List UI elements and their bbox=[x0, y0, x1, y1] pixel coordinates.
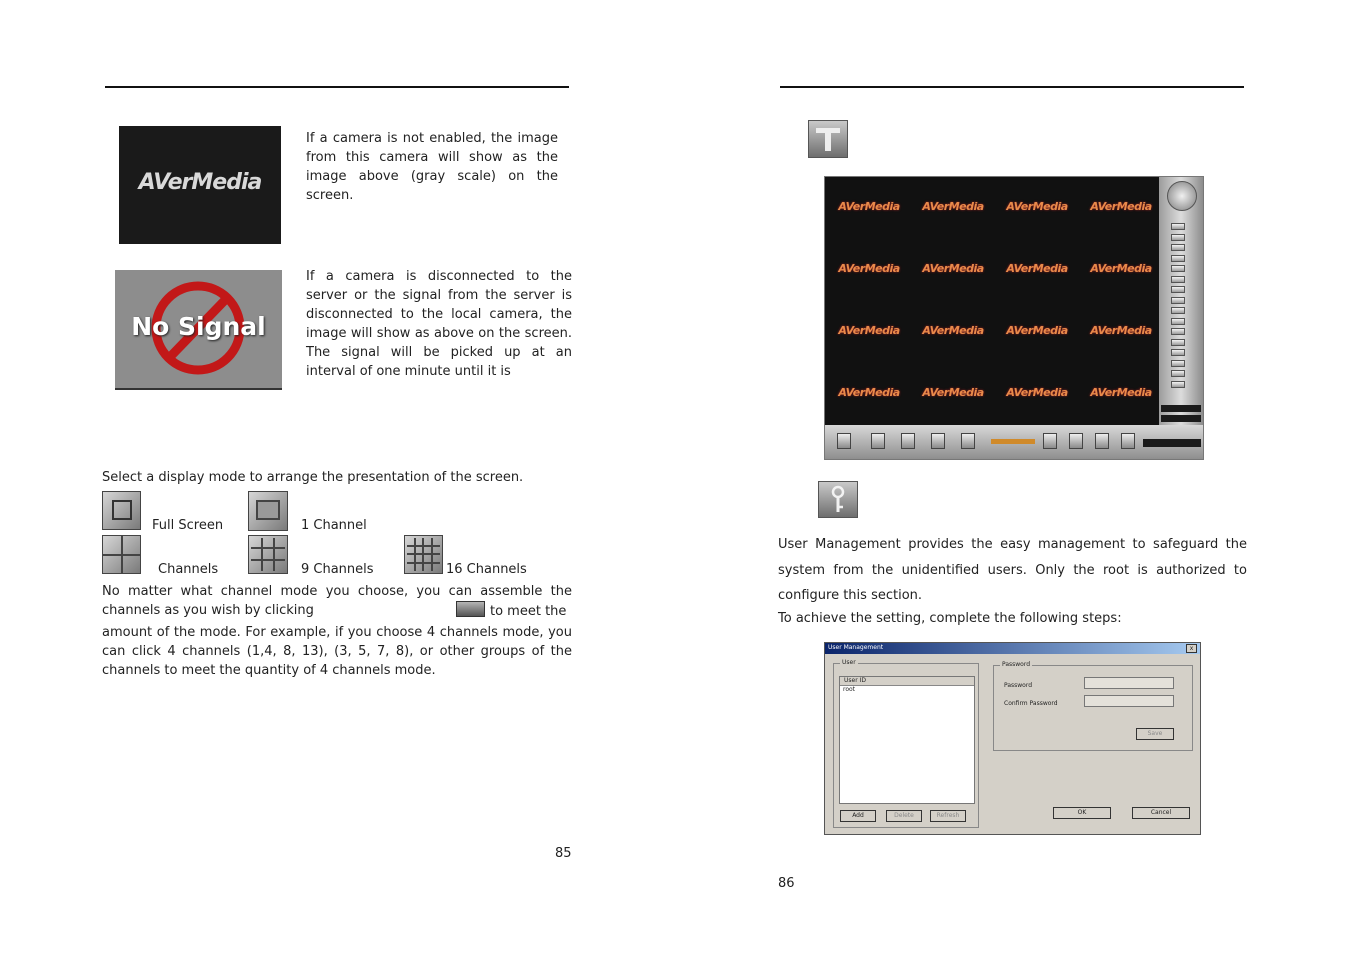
assemble-text-1: No matter what channel mode you choose, you can assemble the channels as you wish by clicking bbox=[102, 584, 572, 618]
password-group-label: Password bbox=[1002, 661, 1031, 668]
one-channel-label: 1 Channel bbox=[301, 518, 367, 533]
assemble-text-3: amount of the mode. For example, if you choose 4 channels mode, you can click 4 channels (1,4, 8, 13), (3, 5, 7, 8), or other groups of the channels to meet the quantity of 4 channels mode. bbox=[102, 625, 572, 678]
dialog-title: User Management bbox=[828, 644, 884, 651]
full-screen-label: Full Screen bbox=[152, 518, 224, 533]
channel-logo: AVerMedia bbox=[922, 386, 984, 399]
channel-cell[interactable] bbox=[911, 179, 995, 241]
orange-indicator bbox=[991, 439, 1035, 444]
channel-select-button[interactable] bbox=[1171, 276, 1185, 283]
no-signal-label: No Signal bbox=[131, 312, 266, 341]
four-channels-icon[interactable] bbox=[102, 535, 141, 574]
user-group bbox=[833, 659, 979, 828]
toolbar-btn-3[interactable] bbox=[901, 433, 915, 449]
avermedia-logo: AVerMedia bbox=[138, 170, 262, 195]
refresh-button[interactable]: Refresh bbox=[930, 810, 966, 822]
ok-button[interactable]: OK bbox=[1053, 807, 1111, 819]
nine-channels-icon[interactable] bbox=[248, 535, 288, 574]
channel-cell[interactable] bbox=[995, 303, 1079, 365]
channel-logo: AVerMedia bbox=[1090, 262, 1152, 275]
page-number-right: 86 bbox=[778, 876, 795, 891]
user-management-text: User Management provides the easy management to safeguard the system from the unidentified users. Only the root is authorized to configure this section. bbox=[778, 537, 1247, 603]
channel-cell[interactable] bbox=[995, 179, 1079, 241]
channel-select-button[interactable] bbox=[1171, 244, 1185, 251]
channel-cell[interactable] bbox=[995, 241, 1079, 303]
bottom-toolbar bbox=[825, 425, 1203, 459]
channel-cell[interactable] bbox=[1079, 303, 1163, 365]
sixteen-channels-label: 16 Channels bbox=[446, 562, 527, 577]
channel-logo: AVerMedia bbox=[838, 386, 900, 399]
user-list-item[interactable]: root bbox=[843, 686, 856, 693]
channel-cell[interactable] bbox=[827, 241, 911, 303]
save-button[interactable]: Save bbox=[1136, 728, 1174, 740]
channel-cell[interactable] bbox=[911, 303, 995, 365]
channel-cell[interactable] bbox=[1079, 241, 1163, 303]
toolbar-btn-1[interactable] bbox=[837, 433, 851, 449]
sixteen-channels-icon[interactable] bbox=[404, 535, 443, 574]
channel-cell[interactable] bbox=[827, 303, 911, 365]
channel-select-button[interactable] bbox=[1171, 255, 1185, 262]
password-group bbox=[993, 661, 1193, 751]
user-management-dialog bbox=[824, 642, 1201, 835]
channel-select-button[interactable] bbox=[1171, 381, 1185, 388]
channel-select-button[interactable] bbox=[1171, 223, 1185, 230]
channel-select-button[interactable] bbox=[1171, 328, 1185, 335]
toolbar-btn-4[interactable] bbox=[931, 433, 945, 449]
channel-logo: AVerMedia bbox=[1006, 386, 1068, 399]
channel-cell[interactable] bbox=[911, 365, 995, 427]
dialog-title-bar bbox=[825, 643, 1200, 654]
disabled-description: If a camera is not enabled, the image from this camera will show as the image above (gray scale) on the screen. bbox=[306, 131, 558, 203]
channel-select-button[interactable] bbox=[1171, 286, 1185, 293]
toolbar-btn-2[interactable] bbox=[871, 433, 885, 449]
channel-logo: AVerMedia bbox=[838, 200, 900, 213]
channel-select-button[interactable] bbox=[1171, 297, 1185, 304]
channel-cell[interactable] bbox=[1079, 365, 1163, 427]
channel-select-button[interactable] bbox=[1171, 349, 1185, 356]
channel-select-button[interactable] bbox=[1171, 318, 1185, 325]
password-input[interactable] bbox=[1084, 677, 1174, 689]
delete-button[interactable]: Delete bbox=[886, 810, 922, 822]
channel-select-button[interactable] bbox=[1171, 234, 1185, 241]
channel-select-button[interactable] bbox=[1171, 265, 1185, 272]
toolbar-btn-7[interactable] bbox=[1069, 433, 1083, 449]
channel-logo: AVerMedia bbox=[1006, 324, 1068, 337]
display-mode-intro: Select a display mode to arrange the presentation of the screen. bbox=[102, 470, 524, 485]
channel-select-button[interactable] bbox=[1171, 360, 1185, 367]
add-button[interactable]: Add bbox=[840, 810, 876, 822]
channel-logo: AVerMedia bbox=[1090, 386, 1152, 399]
left-header-rule bbox=[105, 86, 569, 88]
status-readout bbox=[1143, 439, 1201, 447]
channel-cell[interactable] bbox=[827, 365, 911, 427]
page-number-left: 85 bbox=[555, 846, 572, 861]
toolbar-btn-8[interactable] bbox=[1095, 433, 1109, 449]
assemble-text-2: to meet the bbox=[490, 604, 567, 619]
user-list[interactable] bbox=[839, 676, 975, 804]
channel-logo: AVerMedia bbox=[922, 262, 984, 275]
channel-select-button-icon[interactable] bbox=[456, 601, 485, 617]
no-signal-image bbox=[115, 270, 282, 390]
user-list-header[interactable]: User ID bbox=[840, 677, 974, 686]
channel-logo: AVerMedia bbox=[1006, 200, 1068, 213]
nine-channels-label: 9 Channels bbox=[301, 562, 374, 577]
toolbar-btn-9[interactable] bbox=[1121, 433, 1135, 449]
confirm-password-input[interactable] bbox=[1084, 695, 1174, 707]
dialog-close-button[interactable]: x bbox=[1186, 644, 1197, 653]
channel-logo: AVerMedia bbox=[922, 200, 984, 213]
channel-logo: AVerMedia bbox=[1006, 262, 1068, 275]
password-label: Password bbox=[1004, 682, 1033, 689]
disabled-camera-image bbox=[119, 126, 281, 244]
channel-logo: AVerMedia bbox=[838, 324, 900, 337]
channel-logo: AVerMedia bbox=[1090, 324, 1152, 337]
channel-cell[interactable] bbox=[995, 365, 1079, 427]
channel-logo: AVerMedia bbox=[838, 262, 900, 275]
control-panel bbox=[1159, 177, 1203, 425]
disconnect-description: If a camera is disconnected to the server or the signal from the server is disconnected to the local camera, the image will show as above on the screen. The signal will be picked up at an interval of one minute until it is bbox=[306, 269, 572, 379]
full-screen-icon[interactable] bbox=[102, 491, 141, 530]
confirm-password-label: Confirm Password bbox=[1004, 700, 1058, 707]
cancel-button[interactable]: Cancel bbox=[1132, 807, 1190, 819]
channel-logo: AVerMedia bbox=[922, 324, 984, 337]
tools-icon[interactable] bbox=[808, 120, 848, 158]
brand-badge-icon bbox=[1167, 181, 1197, 211]
channel-select-button[interactable] bbox=[1171, 370, 1185, 377]
user-management-icon[interactable] bbox=[818, 481, 858, 518]
live-view-screenshot bbox=[824, 176, 1204, 460]
one-channel-icon[interactable] bbox=[248, 491, 288, 531]
channel-select-button[interactable] bbox=[1171, 339, 1185, 346]
channel-cell[interactable] bbox=[827, 179, 911, 241]
toolbar-btn-5[interactable] bbox=[961, 433, 975, 449]
channel-logo: AVerMedia bbox=[1090, 200, 1152, 213]
right-header-rule bbox=[780, 86, 1244, 88]
channel-cell[interactable] bbox=[1079, 179, 1163, 241]
channel-cell[interactable] bbox=[911, 241, 995, 303]
channel-select-button[interactable] bbox=[1171, 307, 1185, 314]
user-group-label: User bbox=[842, 659, 856, 666]
steps-intro: To achieve the setting, complete the following steps: bbox=[778, 611, 1122, 626]
four-channels-label: Channels bbox=[158, 562, 219, 577]
channel-grid bbox=[827, 179, 1161, 425]
toolbar-btn-6[interactable] bbox=[1043, 433, 1057, 449]
